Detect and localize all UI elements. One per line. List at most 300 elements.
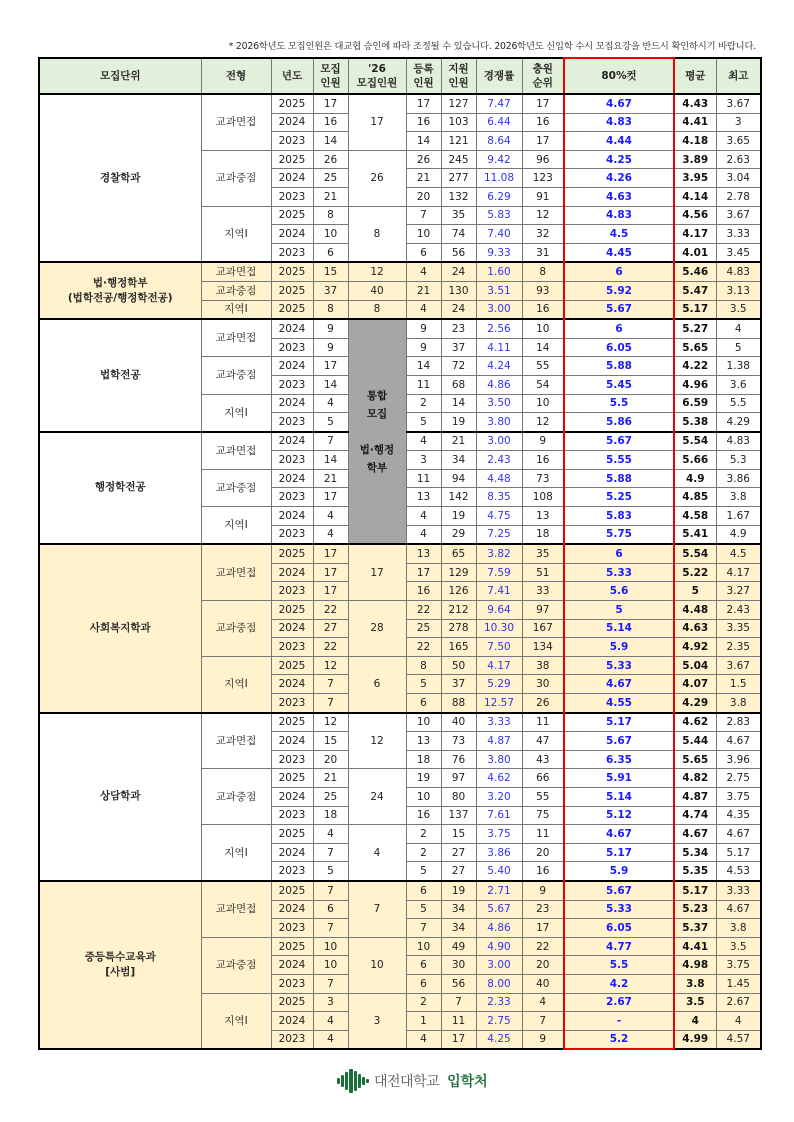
- cell-year: 2024: [271, 732, 313, 751]
- cell-cut-80: 4.63: [564, 187, 674, 206]
- cell-year: 2025: [271, 656, 313, 675]
- cell-registered: 14: [406, 357, 441, 376]
- track-name: 교과중점: [201, 357, 271, 394]
- cell-average: 5.47: [674, 281, 716, 300]
- cell-average: 3.5: [674, 993, 716, 1012]
- cell-best: 2.83: [716, 713, 761, 732]
- cell-cut-80: 5.2: [564, 1030, 674, 1049]
- cell-registered: 21: [406, 169, 441, 188]
- cell-average: 5.27: [674, 319, 716, 338]
- cell-average: 5.04: [674, 656, 716, 675]
- cell-applicants: 24: [441, 262, 476, 281]
- cell-best: 4.35: [716, 806, 761, 825]
- cell-best: 2.75: [716, 769, 761, 788]
- cell-average: 4.29: [674, 694, 716, 713]
- cell-quota: 7: [313, 843, 348, 862]
- cell-competition-rate: 4.11: [476, 338, 522, 357]
- cell-registered: 5: [406, 900, 441, 919]
- cell-waitlist-rank: 13: [522, 507, 564, 526]
- cell-registered: 22: [406, 638, 441, 657]
- cell-registered: 6: [406, 694, 441, 713]
- cell-applicants: 68: [441, 375, 476, 394]
- cell-quota: 12: [313, 713, 348, 732]
- cell-competition-rate: 3.86: [476, 843, 522, 862]
- cell-registered: 10: [406, 937, 441, 956]
- cell-waitlist-rank: 55: [522, 357, 564, 376]
- cell-registered: 6: [406, 974, 441, 993]
- cell-applicants: 142: [441, 488, 476, 507]
- cell-quota: 21: [313, 187, 348, 206]
- cell-waitlist-rank: 38: [522, 656, 564, 675]
- cell-best: 3.65: [716, 132, 761, 151]
- cell-year: 2024: [271, 469, 313, 488]
- cell-cut-80: 4.25: [564, 150, 674, 169]
- cell-quota-2026: 3: [348, 993, 406, 1049]
- cell-quota-2026: 8: [348, 206, 406, 262]
- cell-cut-80: 5.45: [564, 375, 674, 394]
- track-name: 교과중점: [201, 150, 271, 206]
- cell-applicants: 103: [441, 113, 476, 132]
- cell-best: 4.67: [716, 732, 761, 751]
- cell-competition-rate: 4.48: [476, 469, 522, 488]
- cell-best: 5.17: [716, 843, 761, 862]
- cell-registered: 11: [406, 469, 441, 488]
- cell-best: 4.57: [716, 1030, 761, 1049]
- cell-best: 3.8: [716, 919, 761, 938]
- table-row: [39, 319, 761, 338]
- cell-average: 4.63: [674, 619, 716, 638]
- cell-quota: 37: [313, 281, 348, 300]
- cell-cut-80: 4.77: [564, 937, 674, 956]
- cell-average: 5.23: [674, 900, 716, 919]
- cell-applicants: 19: [441, 881, 476, 900]
- cell-average: 3.89: [674, 150, 716, 169]
- cell-best: 3.5: [716, 300, 761, 319]
- header-waitlist-rank: 충원 순위: [522, 58, 564, 94]
- cell-best: 4.17: [716, 563, 761, 582]
- cell-registered: 20: [406, 187, 441, 206]
- cell-cut-80: 6.05: [564, 338, 674, 357]
- cell-applicants: 277: [441, 169, 476, 188]
- cell-applicants: 27: [441, 843, 476, 862]
- cell-waitlist-rank: 108: [522, 488, 564, 507]
- table-row: [39, 713, 761, 732]
- cell-waitlist-rank: 22: [522, 937, 564, 956]
- cell-year: 2024: [271, 843, 313, 862]
- track-name: 교과면접: [201, 262, 271, 281]
- cell-applicants: 65: [441, 544, 476, 563]
- cell-registered: 6: [406, 956, 441, 975]
- cell-competition-rate: 2.71: [476, 881, 522, 900]
- table-row: [39, 94, 761, 113]
- cell-competition-rate: 10.30: [476, 619, 522, 638]
- cell-waitlist-rank: 31: [522, 243, 564, 262]
- cell-average: 6.59: [674, 394, 716, 413]
- cell-registered: 18: [406, 750, 441, 769]
- track-name: 교과면접: [201, 713, 271, 769]
- cell-quota: 5: [313, 413, 348, 432]
- header-quota-2026: '26 모집인원: [348, 58, 406, 94]
- cell-average: 5.41: [674, 525, 716, 544]
- header-applicants: 지원 인원: [441, 58, 476, 94]
- cell-average: 4.92: [674, 638, 716, 657]
- cell-cut-80: 4.5: [564, 225, 674, 244]
- cell-average: 4.01: [674, 243, 716, 262]
- cell-waitlist-rank: 17: [522, 132, 564, 151]
- cell-average: 4.85: [674, 488, 716, 507]
- cell-average: 4.18: [674, 132, 716, 151]
- cell-competition-rate: 8.35: [476, 488, 522, 507]
- cell-waitlist-rank: 16: [522, 300, 564, 319]
- cell-competition-rate: 3.20: [476, 787, 522, 806]
- cell-quota: 27: [313, 619, 348, 638]
- cell-quota-2026: 6: [348, 656, 406, 712]
- track-name: 지역Ⅰ: [201, 507, 271, 545]
- cell-competition-rate: 4.86: [476, 375, 522, 394]
- unit-name: 행정학전공: [39, 432, 201, 545]
- cell-waitlist-rank: 35: [522, 544, 564, 563]
- cell-applicants: 19: [441, 507, 476, 526]
- cell-year: 2023: [271, 375, 313, 394]
- cell-registered: 6: [406, 881, 441, 900]
- cell-best: 2.43: [716, 601, 761, 620]
- cell-waitlist-rank: 51: [522, 563, 564, 582]
- cell-cut-80: 6.35: [564, 750, 674, 769]
- cell-cut-80: 5.92: [564, 281, 674, 300]
- cell-quota: 5: [313, 862, 348, 881]
- cell-year: 2024: [271, 1012, 313, 1031]
- cell-applicants: 23: [441, 319, 476, 338]
- cell-average: 5.17: [674, 881, 716, 900]
- cell-average: 4.96: [674, 375, 716, 394]
- cell-cut-80: 5.88: [564, 357, 674, 376]
- cell-year: 2024: [271, 225, 313, 244]
- cell-waitlist-rank: 97: [522, 601, 564, 620]
- cell-year: 2023: [271, 806, 313, 825]
- cell-cut-80: 4.45: [564, 243, 674, 262]
- table-row: [39, 544, 761, 563]
- logo-department: 입학처: [447, 1074, 488, 1090]
- cell-average: 3.8: [674, 974, 716, 993]
- cell-average: 5.34: [674, 843, 716, 862]
- cell-competition-rate: 5.29: [476, 675, 522, 694]
- cell-average: 4.14: [674, 187, 716, 206]
- cell-cut-80: 5.83: [564, 507, 674, 526]
- header-unit: 모집단위: [39, 58, 201, 94]
- cell-competition-rate: 5.40: [476, 862, 522, 881]
- cell-cut-80: 4.67: [564, 675, 674, 694]
- cell-competition-rate: 4.62: [476, 769, 522, 788]
- cell-competition-rate: 4.24: [476, 357, 522, 376]
- cell-year: 2023: [271, 582, 313, 601]
- cell-year: 2023: [271, 974, 313, 993]
- cell-applicants: 245: [441, 150, 476, 169]
- cell-average: 4.9: [674, 469, 716, 488]
- cell-quota: 7: [313, 881, 348, 900]
- unit-name: 경찰학과: [39, 94, 201, 262]
- cell-average: 4.41: [674, 937, 716, 956]
- cell-registered: 16: [406, 113, 441, 132]
- cell-waitlist-rank: 9: [522, 1030, 564, 1049]
- cell-best: 3.33: [716, 881, 761, 900]
- cell-average: 4.41: [674, 113, 716, 132]
- cell-competition-rate: 3.33: [476, 713, 522, 732]
- unit-name: 법학전공: [39, 319, 201, 432]
- cell-best: 4: [716, 1012, 761, 1031]
- cell-year: 2025: [271, 601, 313, 620]
- cell-best: 3.67: [716, 206, 761, 225]
- header-cut-80: 80%컷: [564, 58, 674, 94]
- cell-competition-rate: 6.29: [476, 187, 522, 206]
- cell-year: 2025: [271, 993, 313, 1012]
- cell-competition-rate: 2.43: [476, 451, 522, 470]
- cell-average: 5.22: [674, 563, 716, 582]
- cell-registered: 4: [406, 525, 441, 544]
- cell-competition-rate: 3.50: [476, 394, 522, 413]
- cell-quota: 26: [313, 150, 348, 169]
- header-average: 평균: [674, 58, 716, 94]
- cell-cut-80: 5.86: [564, 413, 674, 432]
- cell-year: 2023: [271, 187, 313, 206]
- cell-competition-rate: 9.42: [476, 150, 522, 169]
- cell-average: 5.44: [674, 732, 716, 751]
- cell-year: 2023: [271, 132, 313, 151]
- cell-year: 2024: [271, 619, 313, 638]
- cell-average: 4.87: [674, 787, 716, 806]
- cell-year: 2023: [271, 694, 313, 713]
- cell-waitlist-rank: 123: [522, 169, 564, 188]
- cell-year: 2025: [271, 300, 313, 319]
- cell-average: 3.95: [674, 169, 716, 188]
- cell-competition-rate: 4.90: [476, 937, 522, 956]
- cell-best: 3.67: [716, 94, 761, 113]
- cell-year: 2023: [271, 243, 313, 262]
- cell-year: 2023: [271, 638, 313, 657]
- cell-average: 4.17: [674, 225, 716, 244]
- cell-cut-80: 4.67: [564, 825, 674, 844]
- header-competition-rate: 경쟁률: [476, 58, 522, 94]
- cell-average: 4: [674, 1012, 716, 1031]
- cell-applicants: 17: [441, 1030, 476, 1049]
- cell-quota-2026: 10: [348, 937, 406, 993]
- cell-cut-80: 5.67: [564, 881, 674, 900]
- cell-best: 3.8: [716, 488, 761, 507]
- cell-best: 2.63: [716, 150, 761, 169]
- cell-quota-2026: 28: [348, 601, 406, 657]
- cell-average: 5.54: [674, 432, 716, 451]
- cell-average: 5.35: [674, 862, 716, 881]
- track-name: 교과면접: [201, 319, 271, 357]
- cell-competition-rate: 7.41: [476, 582, 522, 601]
- cell-waitlist-rank: 9: [522, 881, 564, 900]
- cell-waitlist-rank: 7: [522, 1012, 564, 1031]
- cell-registered: 10: [406, 225, 441, 244]
- header-row: [39, 58, 761, 94]
- cell-best: 1.38: [716, 357, 761, 376]
- cell-best: 5.3: [716, 451, 761, 470]
- cell-applicants: 74: [441, 225, 476, 244]
- cell-average: 5.46: [674, 262, 716, 281]
- cell-applicants: 88: [441, 694, 476, 713]
- cell-waitlist-rank: 10: [522, 319, 564, 338]
- cell-quota: 22: [313, 638, 348, 657]
- cell-competition-rate: 3.00: [476, 432, 522, 451]
- cell-registered: 25: [406, 619, 441, 638]
- track-name: 지역Ⅰ: [201, 656, 271, 712]
- cell-average: 4.74: [674, 806, 716, 825]
- cell-quota-2026: 17: [348, 544, 406, 600]
- cell-quota: 7: [313, 694, 348, 713]
- cell-cut-80: 6.05: [564, 919, 674, 938]
- cell-best: 4.5: [716, 544, 761, 563]
- cell-average: 4.48: [674, 601, 716, 620]
- cell-waitlist-rank: 33: [522, 582, 564, 601]
- cell-cut-80: 5.12: [564, 806, 674, 825]
- cell-applicants: 165: [441, 638, 476, 657]
- cell-cut-80: -: [564, 1012, 674, 1031]
- cell-quota: 14: [313, 451, 348, 470]
- track-name: 교과면접: [201, 432, 271, 470]
- cell-applicants: 34: [441, 919, 476, 938]
- cell-applicants: 30: [441, 956, 476, 975]
- cell-applicants: 97: [441, 769, 476, 788]
- cell-registered: 11: [406, 375, 441, 394]
- cell-quota: 4: [313, 1012, 348, 1031]
- cell-competition-rate: 2.56: [476, 319, 522, 338]
- header-quota: 모집 인원: [313, 58, 348, 94]
- cell-waitlist-rank: 93: [522, 281, 564, 300]
- cell-competition-rate: 3.82: [476, 544, 522, 563]
- cell-quota: 7: [313, 432, 348, 451]
- cell-registered: 13: [406, 544, 441, 563]
- cell-applicants: 11: [441, 1012, 476, 1031]
- cell-cut-80: 4.44: [564, 132, 674, 151]
- cell-waitlist-rank: 17: [522, 919, 564, 938]
- cell-year: 2023: [271, 1030, 313, 1049]
- cell-registered: 16: [406, 582, 441, 601]
- cell-applicants: 34: [441, 900, 476, 919]
- cell-competition-rate: 7.61: [476, 806, 522, 825]
- cell-cut-80: 5.67: [564, 732, 674, 751]
- cell-registered: 17: [406, 94, 441, 113]
- cell-year: 2024: [271, 113, 313, 132]
- track-name: 지역Ⅰ: [201, 825, 271, 881]
- cell-quota: 25: [313, 169, 348, 188]
- cell-registered: 26: [406, 150, 441, 169]
- cell-competition-rate: 6.44: [476, 113, 522, 132]
- cell-applicants: 35: [441, 206, 476, 225]
- cell-cut-80: 4.26: [564, 169, 674, 188]
- cell-cut-80: 2.67: [564, 993, 674, 1012]
- cell-average: 4.43: [674, 94, 716, 113]
- header-year: 년도: [271, 58, 313, 94]
- cell-registered: 3: [406, 451, 441, 470]
- cell-applicants: 50: [441, 656, 476, 675]
- cell-competition-rate: 4.86: [476, 919, 522, 938]
- cell-cut-80: 4.67: [564, 94, 674, 113]
- cell-year: 2024: [271, 394, 313, 413]
- cell-competition-rate: 2.75: [476, 1012, 522, 1031]
- cell-best: 2.67: [716, 993, 761, 1012]
- cell-quota: 10: [313, 225, 348, 244]
- cell-cut-80: 5.33: [564, 656, 674, 675]
- cell-quota: 21: [313, 769, 348, 788]
- cell-waitlist-rank: 4: [522, 993, 564, 1012]
- cell-year: 2025: [271, 825, 313, 844]
- cell-competition-rate: 3.00: [476, 956, 522, 975]
- cell-best: 4.67: [716, 825, 761, 844]
- cell-waitlist-rank: 12: [522, 206, 564, 225]
- cell-cut-80: 5.67: [564, 432, 674, 451]
- cell-cut-80: 5.6: [564, 582, 674, 601]
- notice-text: * 2026학년도 모집인원은 대교협 승인에 따라 조정될 수 있습니다. 2026학년도 신입학 수시 모집요강을 반드시 확인하시기 바랍니다.: [228, 41, 756, 52]
- cell-waitlist-rank: 23: [522, 900, 564, 919]
- cell-quota-2026: 26: [348, 150, 406, 206]
- cell-best: 3.86: [716, 469, 761, 488]
- cell-year: 2025: [271, 544, 313, 563]
- cell-best: 4: [716, 319, 761, 338]
- cell-waitlist-rank: 54: [522, 375, 564, 394]
- cell-cut-80: 5.88: [564, 469, 674, 488]
- cell-cut-80: 5.5: [564, 394, 674, 413]
- cell-applicants: 14: [441, 394, 476, 413]
- cell-quota-2026: 40: [348, 281, 406, 300]
- cell-competition-rate: 1.60: [476, 262, 522, 281]
- cell-cut-80: 5.91: [564, 769, 674, 788]
- cell-cut-80: 5.55: [564, 451, 674, 470]
- cell-competition-rate: 7.25: [476, 525, 522, 544]
- cell-cut-80: 4.83: [564, 113, 674, 132]
- cell-best: 3.6: [716, 375, 761, 394]
- cell-cut-80: 5.17: [564, 713, 674, 732]
- cell-competition-rate: 4.87: [476, 732, 522, 751]
- cell-quota: 21: [313, 469, 348, 488]
- cell-average: 4.99: [674, 1030, 716, 1049]
- cell-quota: 9: [313, 319, 348, 338]
- cell-registered: 4: [406, 1030, 441, 1049]
- cell-waitlist-rank: 16: [522, 113, 564, 132]
- table-row: [39, 262, 761, 281]
- cell-cut-80: 5.14: [564, 619, 674, 638]
- cell-cut-80: 6: [564, 262, 674, 281]
- cell-quota: 3: [313, 993, 348, 1012]
- cell-waitlist-rank: 66: [522, 769, 564, 788]
- cell-registered: 1: [406, 1012, 441, 1031]
- cell-best: 4.83: [716, 262, 761, 281]
- cell-registered: 10: [406, 713, 441, 732]
- unit-name: 법·행정학부 (법학전공/행정학전공): [39, 262, 201, 319]
- cell-average: 5.65: [674, 750, 716, 769]
- cell-registered: 2: [406, 843, 441, 862]
- cell-best: 3.33: [716, 225, 761, 244]
- cell-cut-80: 5.75: [564, 525, 674, 544]
- cell-applicants: 72: [441, 357, 476, 376]
- cell-waitlist-rank: 26: [522, 694, 564, 713]
- cell-waitlist-rank: 9: [522, 432, 564, 451]
- cell-best: 3: [716, 113, 761, 132]
- track-name: 지역Ⅰ: [201, 206, 271, 262]
- track-name: 교과중점: [201, 601, 271, 657]
- cell-applicants: 80: [441, 787, 476, 806]
- cell-quota: 10: [313, 937, 348, 956]
- cell-quota: 4: [313, 525, 348, 544]
- cell-waitlist-rank: 47: [522, 732, 564, 751]
- cell-best: 3.75: [716, 956, 761, 975]
- cell-average: 4.56: [674, 206, 716, 225]
- cell-best: 1.5: [716, 675, 761, 694]
- cell-best: 5: [716, 338, 761, 357]
- cell-registered: 6: [406, 243, 441, 262]
